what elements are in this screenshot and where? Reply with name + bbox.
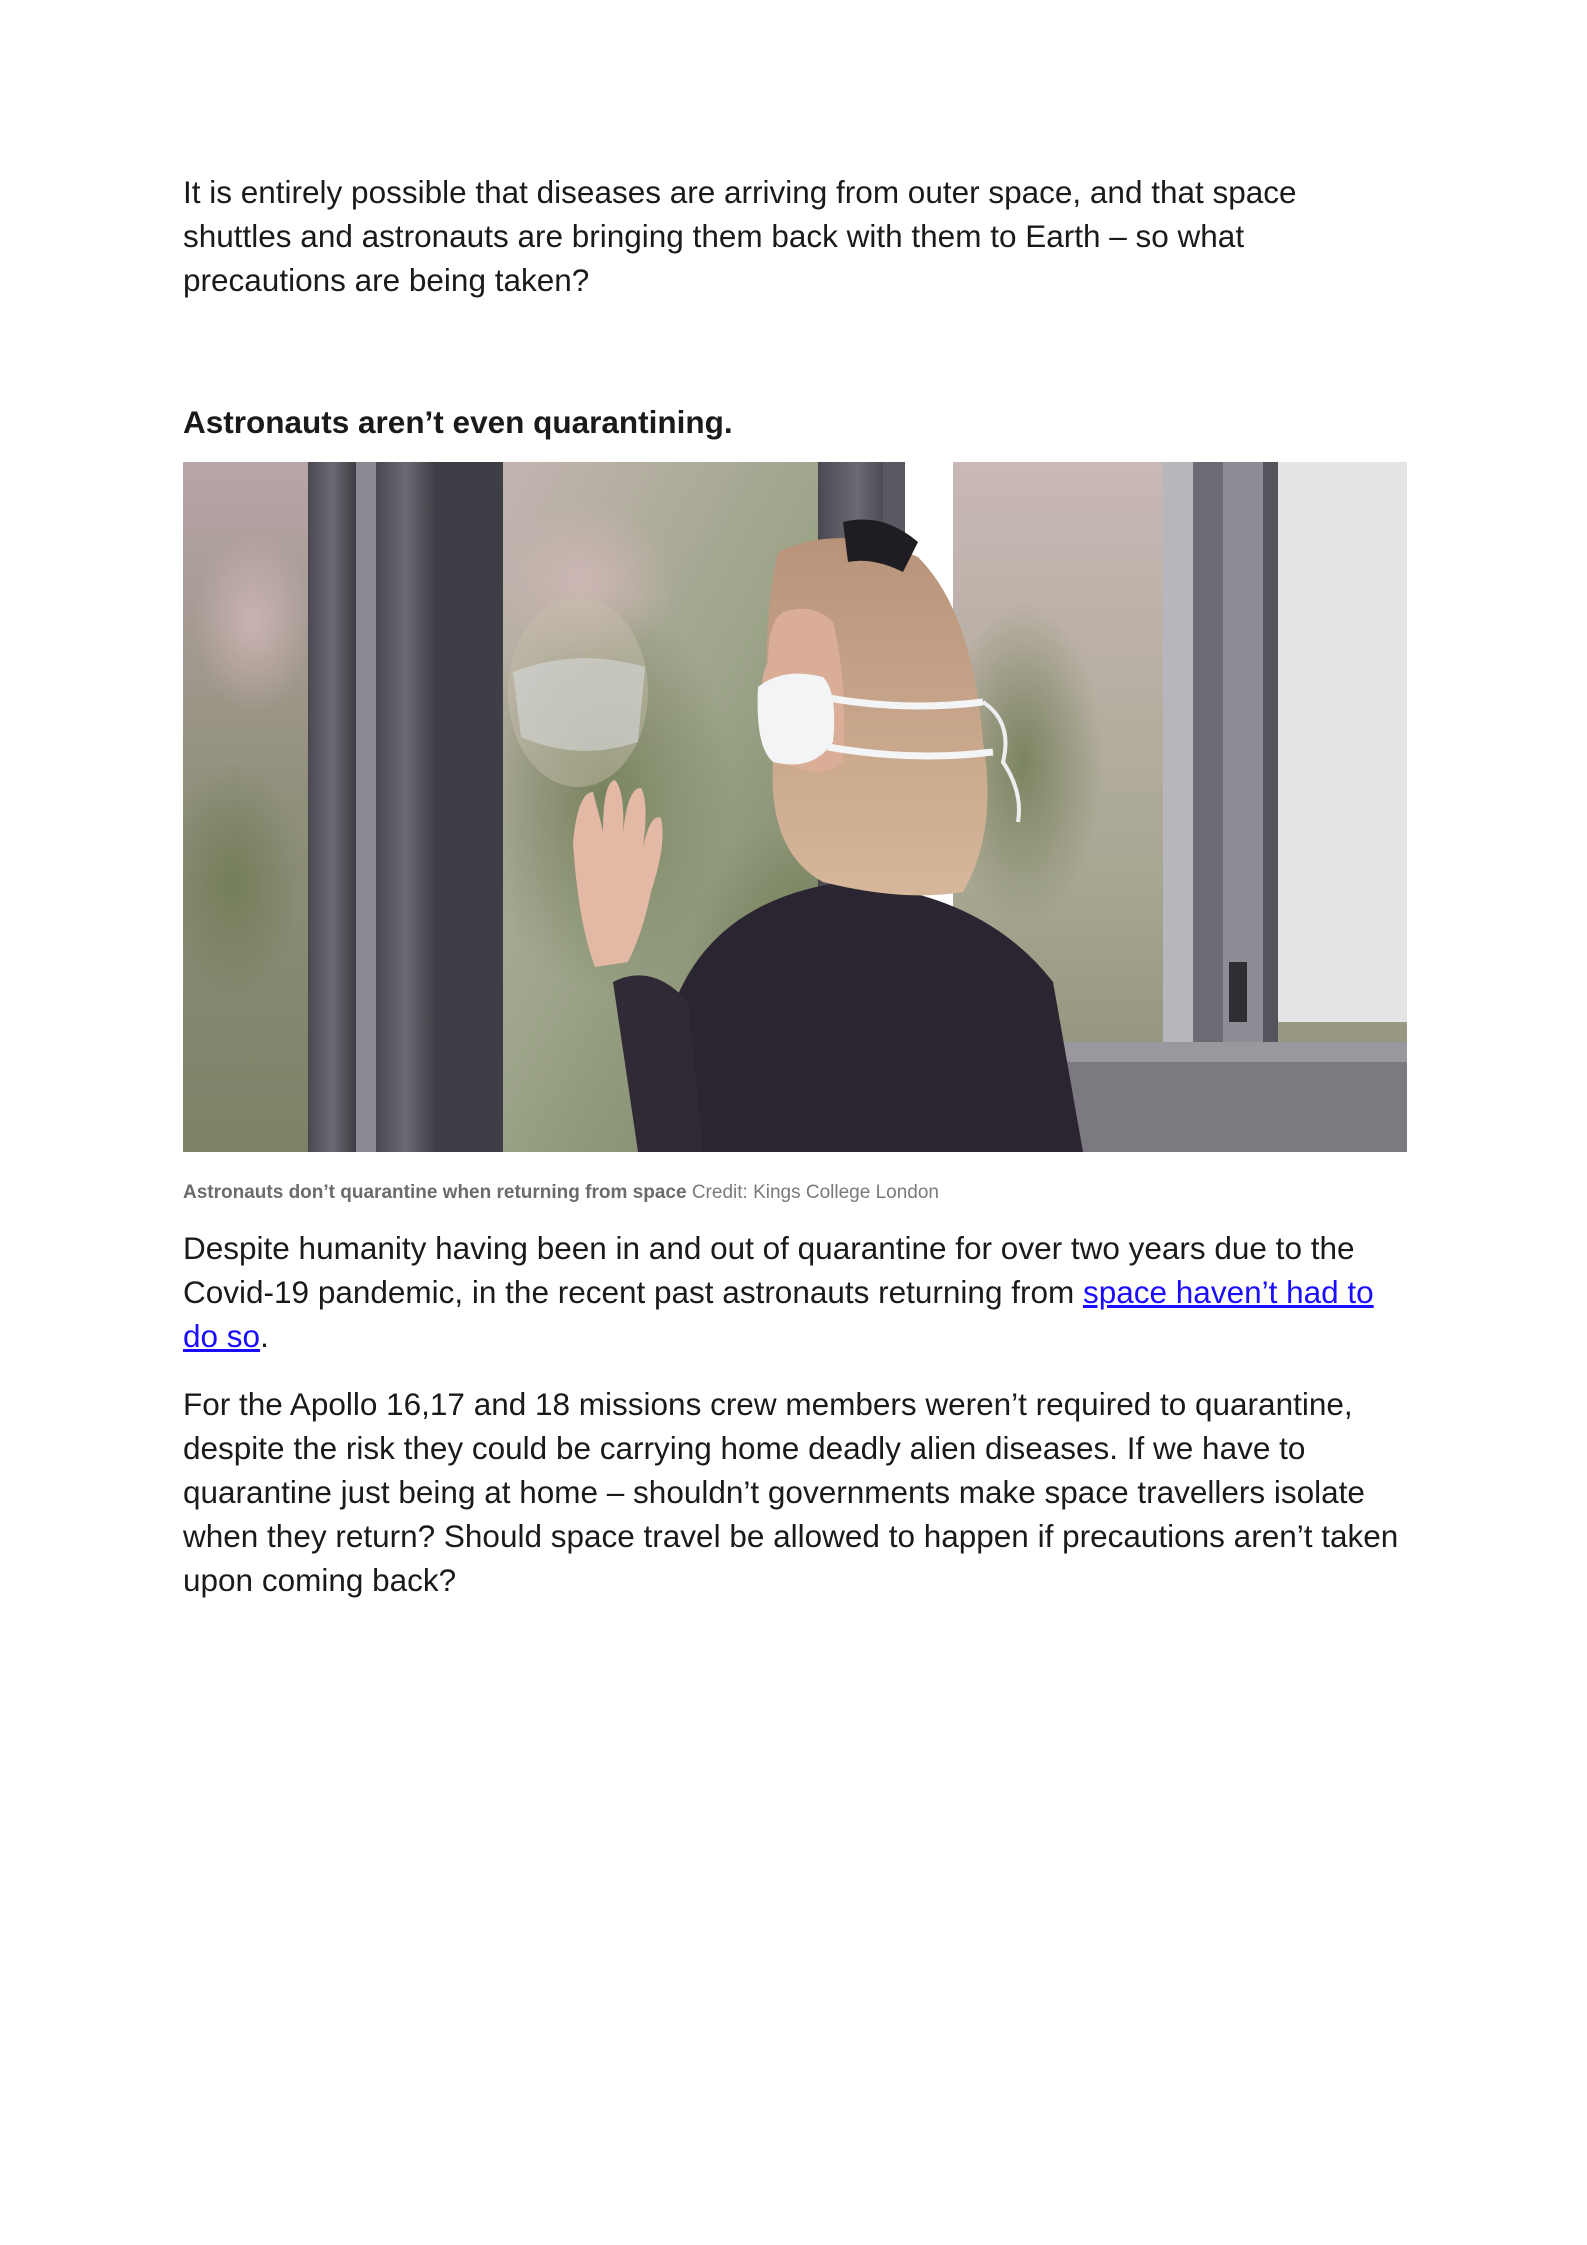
intro-paragraph: It is entirely possible that diseases are arriving from outer space, and that space shuttles and astronauts are bringing them back with them to Earth – so what precautions are being taken? <box>183 174 1297 298</box>
article-photo <box>183 462 1407 1152</box>
covid-paragraph-text: Despite humanity having been in and out of quarantine for over two years due to the Covid-19 pandemic, in the recent past astronauts returning from <box>183 1230 1355 1310</box>
document-page <box>183 170 1413 1602</box>
section-heading: Astronauts aren’t even quarantining. <box>183 404 733 440</box>
space-link[interactable]: space haven’t had to do so <box>183 1274 1374 1354</box>
image-caption <box>183 1180 1413 1206</box>
covid-paragraph <box>183 1226 1413 1358</box>
caption-credit: Credit: Kings College London <box>691 1182 939 1203</box>
apollo-paragraph: For the Apollo 16,17 and 18 missions crew members weren’t required to quarantine, despite the risk they could be carrying home deadly alien diseases. If we have to quarantine just being at home – shouldn’t governments make space travellers isolate when they return? Should space travel be allowed to happen if precautions aren’t taken upon coming back? <box>183 1386 1399 1598</box>
caption-text: Astronauts don’t quarantine when returning from space <box>183 1182 687 1203</box>
covid-paragraph-end: . <box>260 1318 269 1354</box>
woman-at-window-illustration <box>183 462 1407 1152</box>
